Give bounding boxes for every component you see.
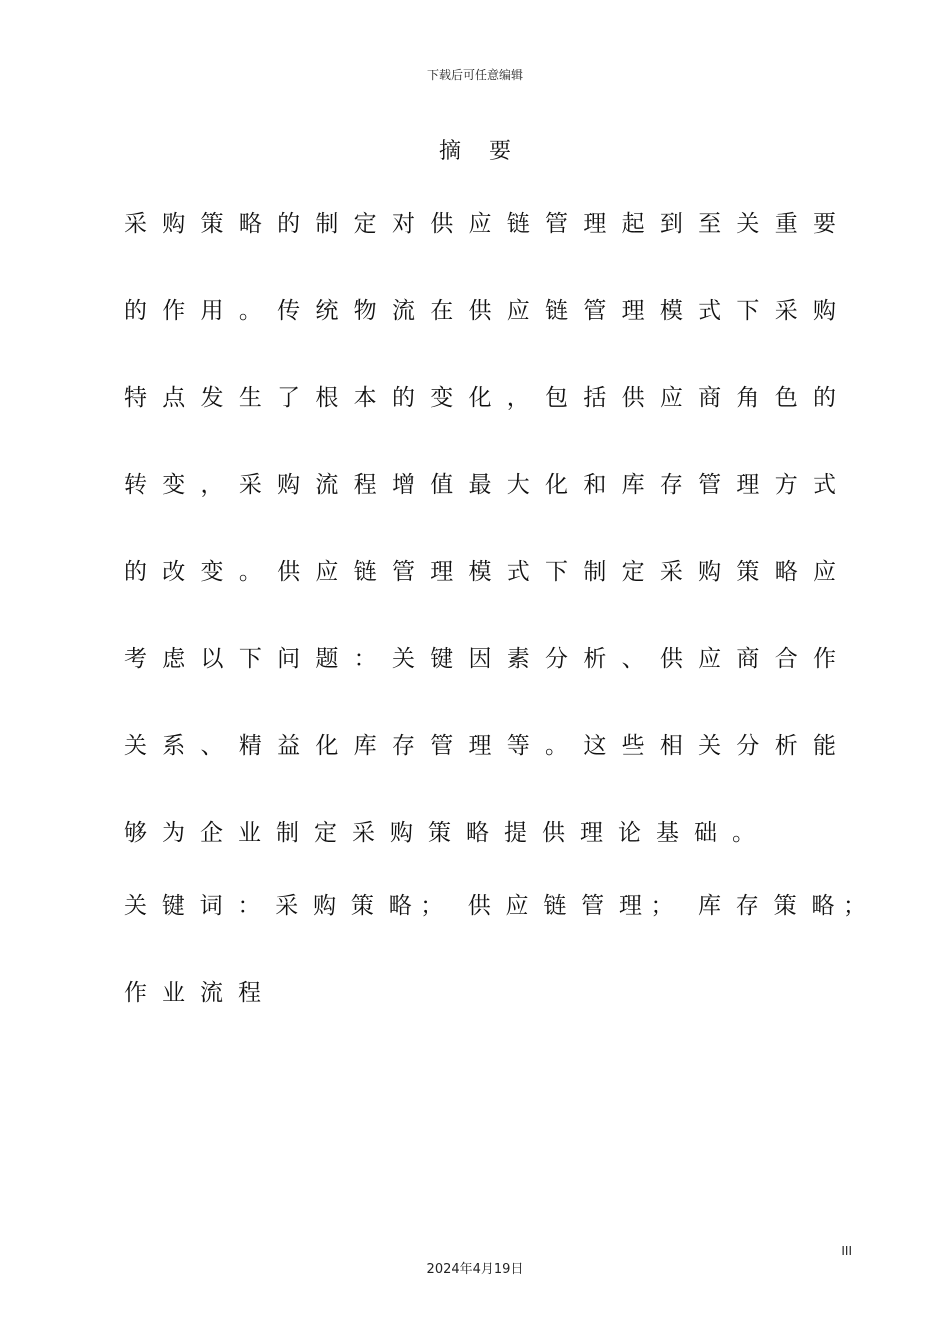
header-note: 下载后可任意编辑: [426, 68, 523, 82]
keywords-block: [124, 886, 866, 1060]
abstract-line: 考 虑 以 下 问 题 ： 关 键 因 素 分 析 、 供 应 商 合 作: [124, 646, 836, 672]
abstract-line: 的 作 用 。 传 统 物 流 在 供 应 链 管 理 模 式 下 采 购: [124, 298, 836, 324]
abstract-line: 采 购 策 略 的 制 定 对 供 应 链 管 理 起 到 至 关 重 要: [124, 211, 836, 237]
abstract-line: 关 系 、 精 益 化 库 存 管 理 等 。 这 些 相 关 分 析 能: [124, 733, 836, 759]
footer-date: 2024年4月19日: [426, 1262, 524, 1277]
abstract-title: 摘要: [438, 139, 539, 164]
abstract-line: 够为企业制定采购策略提供理论基础。: [124, 820, 770, 846]
abstract-line: 的 改 变 。 供 应 链 管 理 模 式 下 制 定 采 购 策 略 应: [124, 559, 836, 585]
keywords-line-continuation: 作业流程: [124, 980, 276, 1006]
page-number: III: [841, 1244, 852, 1258]
abstract-line: 转 变 ， 采 购 流 程 增 值 最 大 化 和 库 存 管 理 方 式: [124, 472, 836, 498]
keywords-line: 关 键 词 ： 采 购 策 略 ； 供 应 链 管 理 ； 库 存 策 略 ；: [124, 893, 866, 919]
abstract-body: [124, 204, 836, 900]
abstract-line: 特 点 发 生 了 根 本 的 变 化 ， 包 括 供 应 商 角 色 的: [124, 385, 836, 411]
